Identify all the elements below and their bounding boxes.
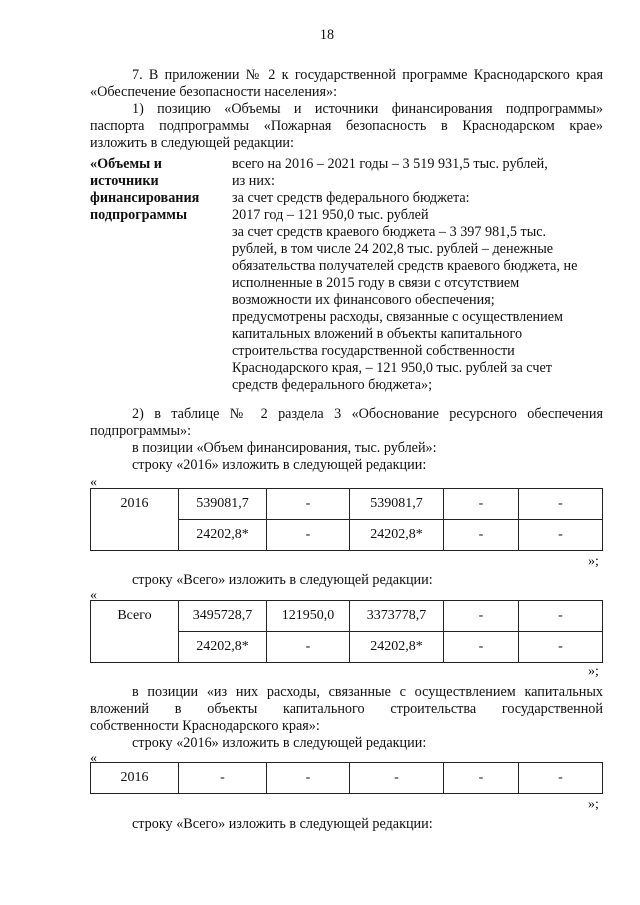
close-quote: »; <box>588 797 599 812</box>
open-quote: « <box>90 475 97 490</box>
table-cell: Всего <box>91 601 179 663</box>
close-quote: »; <box>588 664 599 679</box>
table-cell: - <box>519 763 603 794</box>
subitem-1-line-1: 1) позицию «Объемы и источники финансирования подпрограммы» <box>132 101 603 117</box>
passport-text-line-4: 2017 год – 121 950,0 тыс. рублей <box>232 207 429 223</box>
passport-text-line-5: за счет средств краевого бюджета – 3 397 981,5 тыс. <box>232 224 547 240</box>
table-cell: 3373778,7 <box>350 601 444 632</box>
table-cell: - <box>444 601 519 632</box>
table-cell: - <box>267 632 350 663</box>
passport-text-line-3: за счет средств федерального бюджета: <box>232 190 470 206</box>
table-2016-capital <box>90 762 603 794</box>
table-cell: 24202,8* <box>179 632 267 663</box>
open-quote: « <box>90 588 97 603</box>
table-cell: - <box>267 520 350 551</box>
instruction-row-total-capital: строку «Всего» изложить в следующей редакции: <box>132 816 433 832</box>
capital-position-line-1: в позиции «из них расходы, связанные с осуществлением капитальных <box>132 684 603 700</box>
passport-text-line-10: предусмотрены расходы, связанные с осуществлением <box>232 309 564 325</box>
table-cell: - <box>444 763 519 794</box>
table-cell: 24202,8* <box>350 520 444 551</box>
passport-text-line-9: возможности их финансового обеспечения; <box>232 292 495 308</box>
passport-text-line-11: капитальных вложений в объекты капитального <box>232 326 523 342</box>
table-cell: - <box>350 763 444 794</box>
table-cell: - <box>519 489 603 520</box>
table-cell: 3495728,7 <box>179 601 267 632</box>
table-cell: 2016 <box>91 489 179 551</box>
para-7-line-1: 7. В приложении № 2 к государственной программе Краснодарского края <box>132 67 603 83</box>
table-cell: - <box>519 632 603 663</box>
table-cell: - <box>179 763 267 794</box>
table-cell: 121950,0 <box>267 601 350 632</box>
passport-text-line-12: строительства государственной собственности <box>232 343 515 359</box>
passport-label-line-4: подпрограммы <box>90 207 188 223</box>
table-cell: - <box>519 520 603 551</box>
passport-label-line-1: «Объемы и <box>90 156 162 172</box>
table-cell: 539081,7 <box>350 489 444 520</box>
capital-position-line-2: вложений в объекты капитального строительства государственной <box>90 701 603 717</box>
instruction-row-2016-capital: строку «2016» изложить в следующей редакции: <box>132 735 427 751</box>
close-quote: »; <box>588 554 599 569</box>
open-quote: « <box>90 751 97 766</box>
table-cell: - <box>267 763 350 794</box>
passport-label-line-3: финансирования <box>90 190 200 206</box>
table-cell: - <box>444 632 519 663</box>
table-cell: 24202,8* <box>350 632 444 663</box>
passport-text-line-8: исполненные в 2015 году в связи с отсутствием <box>232 275 520 291</box>
table-cell: 539081,7 <box>179 489 267 520</box>
subitem-2-position: в позиции «Объем финансирования, тыс. рублей»: <box>132 440 437 456</box>
subitem-1-line-3: изложить в следующей редакции: <box>90 135 294 151</box>
table-total <box>90 600 603 663</box>
passport-text-line-13: Краснодарского края, – 121 950,0 тыс. рублей за счет <box>232 360 552 376</box>
passport-text-line-6: рублей, в том числе 24 202,8 тыс. рублей – денежные <box>232 241 554 257</box>
subitem-1-line-2: паспорта подпрограммы «Пожарная безопасность в Краснодарском крае» <box>90 118 603 134</box>
capital-position-line-3: собственности Краснодарского края»: <box>90 718 320 734</box>
instruction-row-total: строку «Всего» изложить в следующей редакции: <box>132 572 433 588</box>
instruction-row-2016: строку «2016» изложить в следующей редакции: <box>132 457 427 473</box>
table-cell: 24202,8* <box>179 520 267 551</box>
table-cell: - <box>444 489 519 520</box>
table-cell: - <box>444 520 519 551</box>
passport-text-line-7: обязательства получателей средств краевого бюджета, не <box>232 258 578 274</box>
page-number: 18 <box>319 27 335 43</box>
passport-text-line-2: из них: <box>232 173 275 189</box>
subitem-2-line-1: 2) в таблице № 2 раздела 3 «Обоснование ресурсного обеспечения <box>132 406 603 422</box>
table-2016 <box>90 488 603 551</box>
passport-text-line-14: средств федерального бюджета»; <box>232 377 433 393</box>
table-cell: - <box>519 601 603 632</box>
para-7-line-2: «Обеспечение безопасности населения»: <box>90 84 338 100</box>
passport-text-line-1: всего на 2016 – 2021 годы – 3 519 931,5 тыс. рублей, <box>232 156 548 172</box>
passport-label-line-2: источники <box>90 173 159 189</box>
table-cell: 2016 <box>91 763 179 794</box>
subitem-2-line-2: подпрограммы»: <box>90 423 192 439</box>
table-cell: - <box>267 489 350 520</box>
